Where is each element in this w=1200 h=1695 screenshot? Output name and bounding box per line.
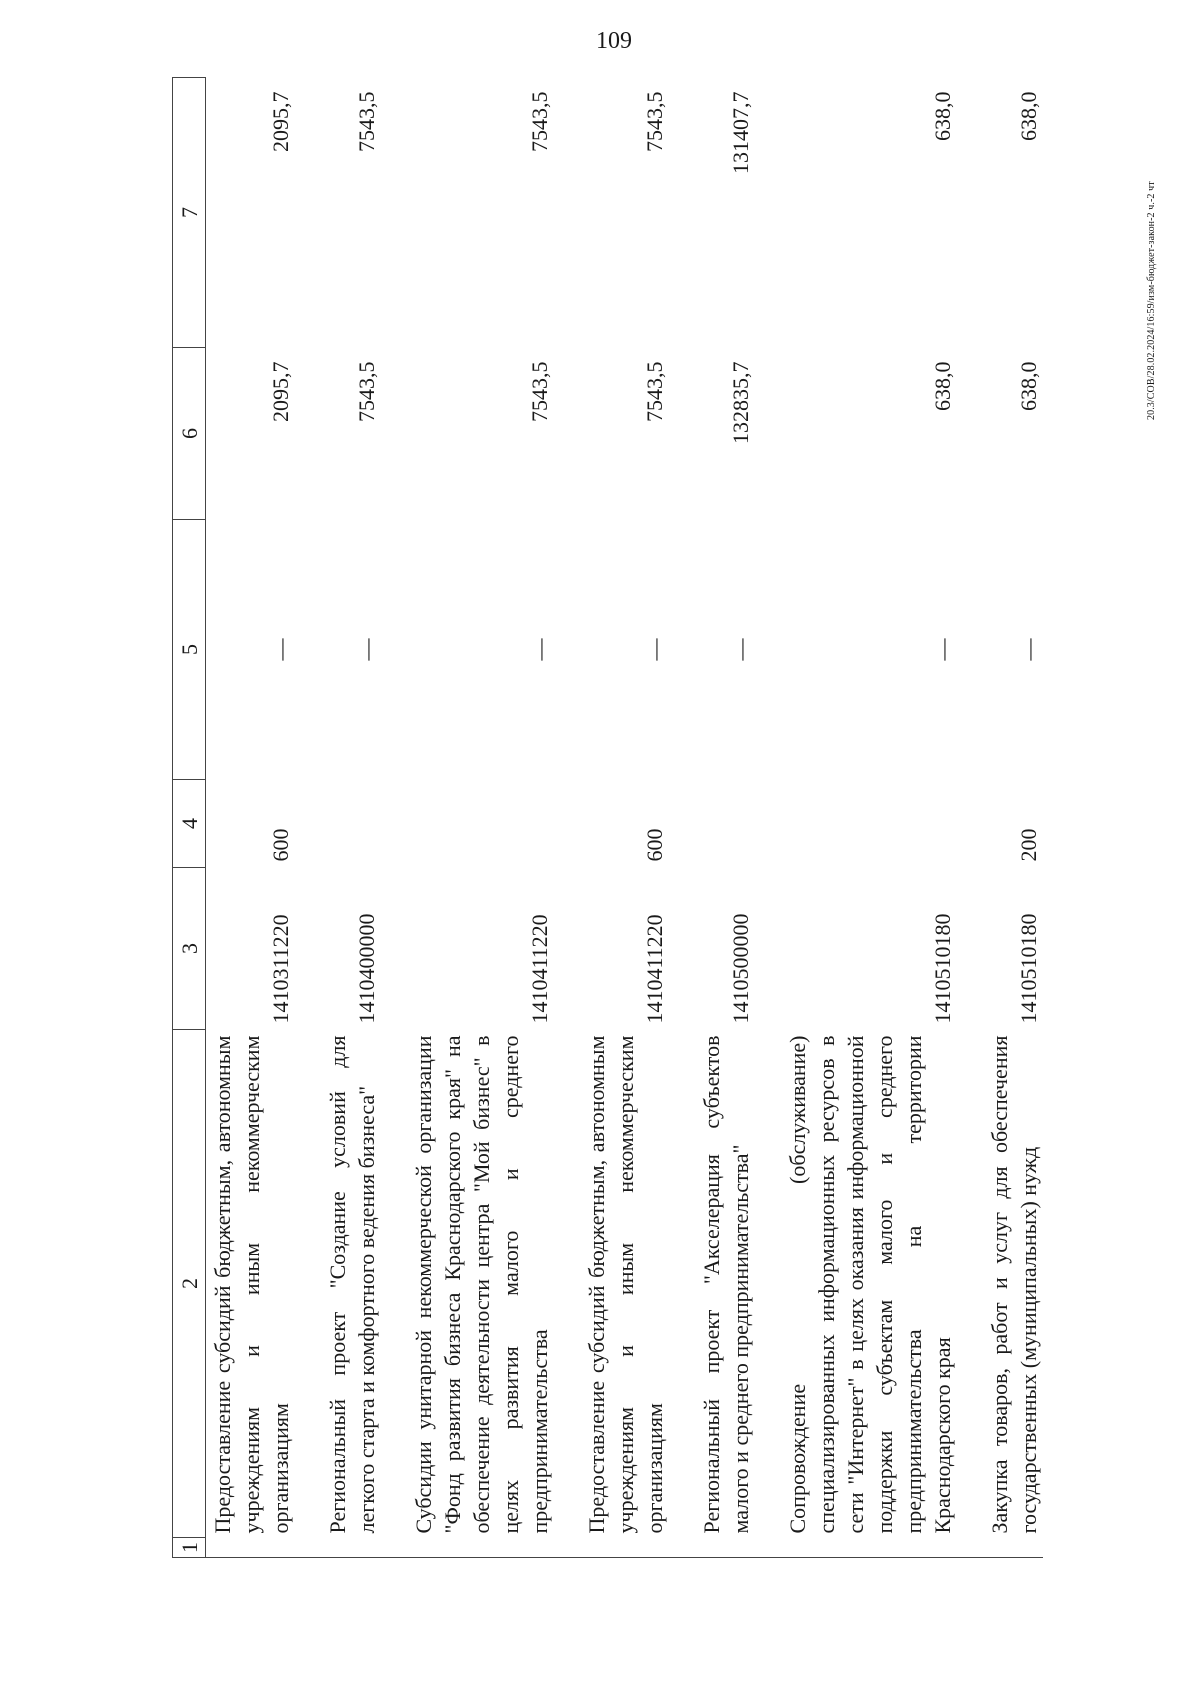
header-row bbox=[173, 78, 206, 1558]
row-gap bbox=[554, 78, 582, 1558]
header-col-4: 4 bbox=[173, 780, 206, 868]
row-col5: — bbox=[642, 638, 667, 661]
row-col1 bbox=[985, 1538, 1043, 1558]
row-name: Региональный проект "Создание условий для легкого старта и комфортного ведения бизнеса" bbox=[325, 1035, 379, 1534]
row-col6: 638,0 bbox=[1016, 361, 1041, 411]
row-name: Субсидии унитарной некоммерческой организации "Фонд развития бизнеса Краснодарского края" на обеспечение деятельности центра "Мой бизнес" в целях развития малого и среднего предпринимательства bbox=[411, 1035, 552, 1534]
row-col1 bbox=[697, 1538, 755, 1558]
row-col1 bbox=[582, 1538, 669, 1558]
table-row bbox=[323, 78, 381, 1558]
row-col6: 638,0 bbox=[930, 361, 955, 411]
row-col7: 638,0 bbox=[930, 91, 955, 141]
row-name: Предоставление субсидий бюджетным, автономным учреждениям и иным некоммерческим организациям bbox=[210, 1035, 293, 1534]
row-kind bbox=[409, 780, 554, 868]
row-code: 1410400000 bbox=[354, 913, 379, 1024]
row-col1 bbox=[409, 1538, 554, 1558]
row-col1 bbox=[323, 1538, 381, 1558]
row-kind bbox=[783, 780, 957, 868]
row-col1 bbox=[783, 1538, 957, 1558]
header-col-7: 7 bbox=[173, 78, 206, 348]
row-col7: 131407,7 bbox=[728, 91, 753, 174]
table-row bbox=[409, 78, 554, 1558]
row-name: Сопровождение (обслуживание) специализированных информационных ресурсов в сети "Интернет" в целях оказания информационной поддержки субъектам малого и среднего предпринимательства на территории Краснодарского края bbox=[785, 1035, 955, 1534]
row-col7: 638,0 bbox=[1016, 91, 1041, 141]
row-name: Предоставление субсидий бюджетным, автономным учреждениям и иным некоммерческим организациям bbox=[584, 1035, 667, 1534]
row-kind bbox=[323, 780, 381, 868]
row-col6: 7543,5 bbox=[354, 361, 379, 422]
row-name: Закупка товаров, работ и услуг для обеспечения государственных (муниципальных) нужд bbox=[987, 1035, 1041, 1534]
row-col5: — bbox=[354, 638, 379, 661]
row-col6: 7543,5 bbox=[527, 361, 552, 422]
row-gap bbox=[669, 78, 697, 1558]
budget-table bbox=[172, 77, 1043, 1558]
row-col7: 7543,5 bbox=[354, 91, 379, 152]
table-row bbox=[697, 78, 755, 1558]
header-col-6: 6 bbox=[173, 348, 206, 520]
row-code: 1410411220 bbox=[527, 914, 552, 1024]
row-gap bbox=[295, 78, 323, 1558]
row-col7: 7543,5 bbox=[527, 91, 552, 152]
row-col6: 2095,7 bbox=[268, 361, 293, 422]
row-code: 1410311220 bbox=[268, 914, 293, 1024]
row-col5: — bbox=[930, 638, 955, 661]
row-col5: — bbox=[728, 638, 753, 661]
header-col-3: 3 bbox=[173, 868, 206, 1030]
header-col-1: 1 bbox=[173, 1538, 206, 1558]
header-col-5: 5 bbox=[173, 520, 206, 780]
table-row bbox=[985, 78, 1043, 1558]
budget-table-rotated bbox=[172, 78, 1042, 1558]
row-code: 1410500000 bbox=[728, 913, 753, 1024]
row-gap bbox=[957, 78, 985, 1558]
row-kind: 200 bbox=[1016, 828, 1041, 862]
row-kind: 600 bbox=[642, 828, 667, 862]
row-code: 1410510180 bbox=[1016, 913, 1041, 1024]
row-col6: 132835,7 bbox=[728, 361, 753, 444]
row-col6: 7543,5 bbox=[642, 361, 667, 422]
page-number: 109 bbox=[596, 28, 632, 54]
row-gap bbox=[381, 78, 409, 1558]
table-row bbox=[206, 78, 296, 1558]
table-row bbox=[783, 78, 957, 1558]
row-col7: 2095,7 bbox=[268, 91, 293, 152]
row-col5: — bbox=[527, 638, 552, 661]
header-col-2: 2 bbox=[173, 1030, 206, 1538]
table-row bbox=[582, 78, 669, 1558]
row-name: Региональный проект "Акселерация субъектов малого и среднего предпринимательства" bbox=[699, 1035, 753, 1534]
row-code: 1410510180 bbox=[930, 913, 955, 1024]
row-col7: 7543,5 bbox=[642, 91, 667, 152]
row-kind bbox=[697, 780, 755, 868]
row-col1 bbox=[206, 1538, 296, 1558]
row-col5: — bbox=[1016, 638, 1041, 661]
row-gap bbox=[755, 78, 783, 1558]
document-footer-note: 20.3/СОВ/28.02.2024/16:59/изм-бюджет-закон-2 ч.-2 чт bbox=[1146, 181, 1157, 420]
row-code: 1410411220 bbox=[642, 914, 667, 1024]
row-col5: — bbox=[268, 638, 293, 661]
row-kind: 600 bbox=[268, 828, 293, 862]
